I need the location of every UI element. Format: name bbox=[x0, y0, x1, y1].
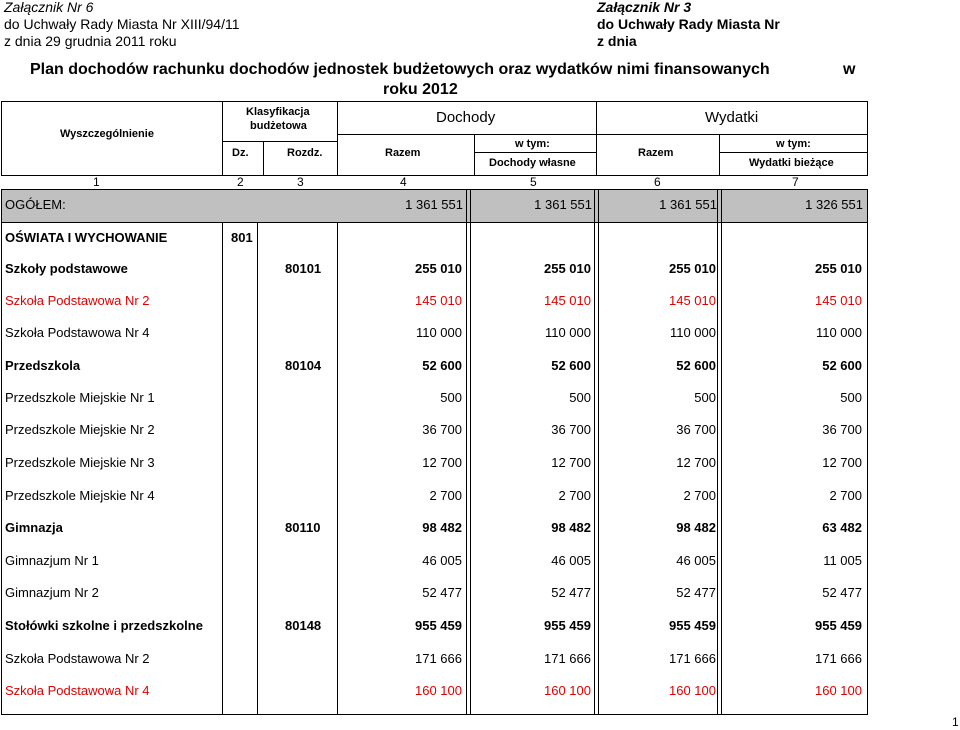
row-dochody-razem: 46 005 bbox=[422, 553, 462, 568]
row-name: Przedszkole Miejskie Nr 2 bbox=[5, 422, 155, 437]
grid-line bbox=[596, 101, 597, 176]
row-name: OŚWIATA I WYCHOWANIE bbox=[5, 230, 168, 245]
grid-line bbox=[222, 101, 223, 176]
grid-line bbox=[466, 189, 471, 715]
row-name: Gimnazjum Nr 1 bbox=[5, 553, 99, 568]
row-wydatki-biezace: 52 600 bbox=[822, 358, 862, 373]
row-dz: 801 bbox=[231, 230, 253, 245]
grid-line bbox=[337, 222, 338, 715]
row-dochody-wlasne: 36 700 bbox=[551, 422, 591, 437]
row-dochody-wlasne: 52 477 bbox=[551, 585, 591, 600]
header-wydatki-biezace: Wydatki bieżące bbox=[749, 157, 834, 169]
header-dochody-wlasne: Dochody własne bbox=[489, 157, 576, 169]
header-klasyfikacja: budżetowa bbox=[250, 120, 307, 132]
row-dochody-razem: 145 010 bbox=[415, 293, 462, 308]
row-dochody-razem: 98 482 bbox=[422, 520, 462, 535]
row-dochody-wlasne: 52 600 bbox=[551, 358, 591, 373]
row-dochody-razem: 160 100 bbox=[415, 683, 462, 698]
header-dz: Dz. bbox=[232, 147, 249, 159]
row-dochody-razem: 2 700 bbox=[429, 488, 462, 503]
row-rozdz: 80110 bbox=[285, 520, 321, 535]
row-dochody-razem: 171 666 bbox=[415, 651, 462, 666]
row-wydatki-razem: 12 700 bbox=[676, 455, 716, 470]
row-name: Szkoła Podstawowa Nr 2 bbox=[5, 651, 150, 666]
row-dochody-razem: 36 700 bbox=[422, 422, 462, 437]
row-rozdz: 80104 bbox=[285, 358, 322, 373]
row-wydatki-biezace: 500 bbox=[840, 390, 862, 405]
row-wydatki-razem: 145 010 bbox=[669, 293, 716, 308]
row-dochody-wlasne: 98 482 bbox=[551, 520, 591, 535]
row-dochody-wlasne: 1 361 551 bbox=[534, 197, 592, 212]
header-left bbox=[4, 0, 240, 50]
header-dochody: Dochody bbox=[436, 109, 496, 126]
grid-line bbox=[222, 222, 223, 715]
row-wydatki-biezace: 255 010 bbox=[815, 261, 862, 276]
row-dochody-razem: 255 010 bbox=[415, 261, 462, 276]
row-dochody-wlasne: 171 666 bbox=[544, 651, 591, 666]
row-name: OGÓŁEM: bbox=[5, 197, 66, 212]
grid-line bbox=[1, 222, 868, 223]
row-name: Szkoła Podstawowa Nr 4 bbox=[5, 325, 150, 340]
row-wydatki-razem: 110 000 bbox=[669, 325, 716, 340]
row-wydatki-biezace: 36 700 bbox=[822, 422, 862, 437]
row-dochody-wlasne: 2 700 bbox=[558, 488, 591, 503]
row-dochody-razem: 1 361 551 bbox=[405, 197, 463, 212]
grid-line bbox=[474, 152, 596, 153]
row-dochody-razem: 955 459 bbox=[415, 618, 462, 633]
header-right-line: do Uchwały Rady Miasta Nr bbox=[597, 16, 780, 32]
header-right-line: Załącznik Nr 3 bbox=[597, 0, 692, 15]
column-number: 3 bbox=[297, 175, 304, 189]
row-dochody-wlasne: 255 010 bbox=[544, 261, 591, 276]
document-title: Plan dochodów rachunku dochodów jednostek budżetowych oraz wydatków nimi finansowanych bbox=[30, 61, 770, 78]
header-razem-dochody: Razem bbox=[385, 147, 421, 159]
row-wydatki-biezace: 12 700 bbox=[822, 455, 862, 470]
row-wydatki-biezace: 110 000 bbox=[815, 325, 862, 340]
row-wydatki-razem: 1 361 551 bbox=[659, 197, 717, 212]
column-number: 1 bbox=[93, 175, 100, 189]
grid-line bbox=[222, 141, 337, 142]
grid-line bbox=[719, 134, 720, 176]
body-box bbox=[1, 189, 868, 715]
grid-line bbox=[717, 189, 722, 715]
grid-line bbox=[474, 134, 475, 176]
row-name: Przedszkole Miejskie Nr 3 bbox=[5, 455, 155, 470]
header-wydatki: Wydatki bbox=[705, 109, 759, 126]
row-rozdz: 80148 bbox=[285, 618, 322, 633]
row-wydatki-biezace: 52 477 bbox=[822, 585, 862, 600]
row-wydatki-razem: 46 005 bbox=[676, 553, 716, 568]
row-dochody-wlasne: 160 100 bbox=[544, 683, 591, 698]
row-wydatki-biezace: 145 010 bbox=[815, 293, 862, 308]
column-number: 2 bbox=[237, 175, 244, 189]
row-name: Gimnazjum Nr 2 bbox=[5, 585, 99, 600]
row-wydatki-razem: 160 100 bbox=[669, 683, 716, 698]
row-wydatki-biezace: 955 459 bbox=[815, 618, 862, 633]
row-wydatki-razem: 98 482 bbox=[676, 520, 716, 535]
grid-line bbox=[337, 101, 338, 176]
header-w-tym-wydatki: w tym: bbox=[776, 138, 811, 150]
row-wydatki-biezace: 1 326 551 bbox=[805, 197, 863, 212]
header-left-line: z dnia 29 grudnia 2011 roku bbox=[4, 33, 177, 49]
row-wydatki-biezace: 171 666 bbox=[815, 651, 862, 666]
row-wydatki-biezace: 11 005 bbox=[823, 553, 862, 568]
row-dochody-wlasne: 12 700 bbox=[551, 455, 591, 470]
row-name: Szkoła Podstawowa Nr 4 bbox=[5, 683, 150, 698]
row-wydatki-biezace: 160 100 bbox=[815, 683, 862, 698]
row-dochody-razem: 110 000 bbox=[415, 325, 462, 340]
row-dochody-razem: 12 700 bbox=[422, 455, 462, 470]
row-wydatki-razem: 171 666 bbox=[669, 651, 716, 666]
row-dochody-razem: 52 477 bbox=[422, 585, 462, 600]
row-wydatki-razem: 255 010 bbox=[669, 261, 716, 276]
row-wydatki-razem: 52 477 bbox=[676, 585, 716, 600]
header-left-line: do Uchwały Rady Miasta Nr XIII/94/11 bbox=[4, 16, 240, 32]
row-wydatki-biezace: 2 700 bbox=[829, 488, 862, 503]
row-name: Przedszkole Miejskie Nr 4 bbox=[5, 488, 155, 503]
row-dochody-razem: 52 600 bbox=[422, 358, 462, 373]
grid-line bbox=[263, 141, 264, 176]
header-wyszczegolnienie: Wyszczególnienie bbox=[60, 128, 154, 140]
row-name: Stołówki szkolne i przedszkolne bbox=[5, 618, 203, 633]
row-wydatki-razem: 36 700 bbox=[676, 422, 716, 437]
row-name: Szkoły podstawowe bbox=[5, 261, 128, 276]
row-name: Gimnazja bbox=[5, 520, 63, 535]
header-left-line: Załącznik Nr 6 bbox=[4, 0, 94, 15]
row-dochody-wlasne: 46 005 bbox=[551, 553, 591, 568]
column-number: 7 bbox=[792, 175, 799, 189]
row-rozdz: 80101 bbox=[285, 261, 322, 276]
header-right-line: z dnia bbox=[597, 33, 637, 49]
page-number: 1 bbox=[952, 715, 959, 729]
row-wydatki-razem: 500 bbox=[694, 390, 716, 405]
grid-line bbox=[594, 189, 599, 715]
row-wydatki-razem: 955 459 bbox=[669, 618, 716, 633]
row-wydatki-razem: 52 600 bbox=[676, 358, 716, 373]
grid-line bbox=[719, 152, 868, 153]
row-dochody-wlasne: 145 010 bbox=[544, 293, 591, 308]
header-klasyfikacja: Klasyfikacja bbox=[246, 106, 310, 118]
header-razem-wydatki: Razem bbox=[638, 147, 674, 159]
column-number: 4 bbox=[400, 175, 407, 189]
row-dochody-wlasne: 110 000 bbox=[544, 325, 591, 340]
column-number: 6 bbox=[654, 175, 661, 189]
header-rozdz: Rozdz. bbox=[287, 147, 323, 159]
header-w-tym-dochody: w tym: bbox=[515, 138, 550, 150]
row-wydatki-razem: 2 700 bbox=[683, 488, 716, 503]
document-title-w: w bbox=[843, 61, 856, 78]
column-number: 5 bbox=[530, 175, 537, 189]
row-name: Przedszkola bbox=[5, 358, 81, 373]
row-dochody-razem: 500 bbox=[440, 390, 462, 405]
document-title-year: roku 2012 bbox=[383, 81, 458, 98]
grid-line bbox=[257, 222, 258, 715]
row-dochody-wlasne: 500 bbox=[569, 390, 591, 405]
row-wydatki-biezace: 63 482 bbox=[822, 520, 862, 535]
row-dochody-wlasne: 955 459 bbox=[544, 618, 591, 633]
row-name: Przedszkole Miejskie Nr 1 bbox=[5, 390, 155, 405]
grid-line bbox=[337, 134, 868, 135]
header-right bbox=[597, 0, 780, 50]
row-name: Szkoła Podstawowa Nr 2 bbox=[5, 293, 150, 308]
